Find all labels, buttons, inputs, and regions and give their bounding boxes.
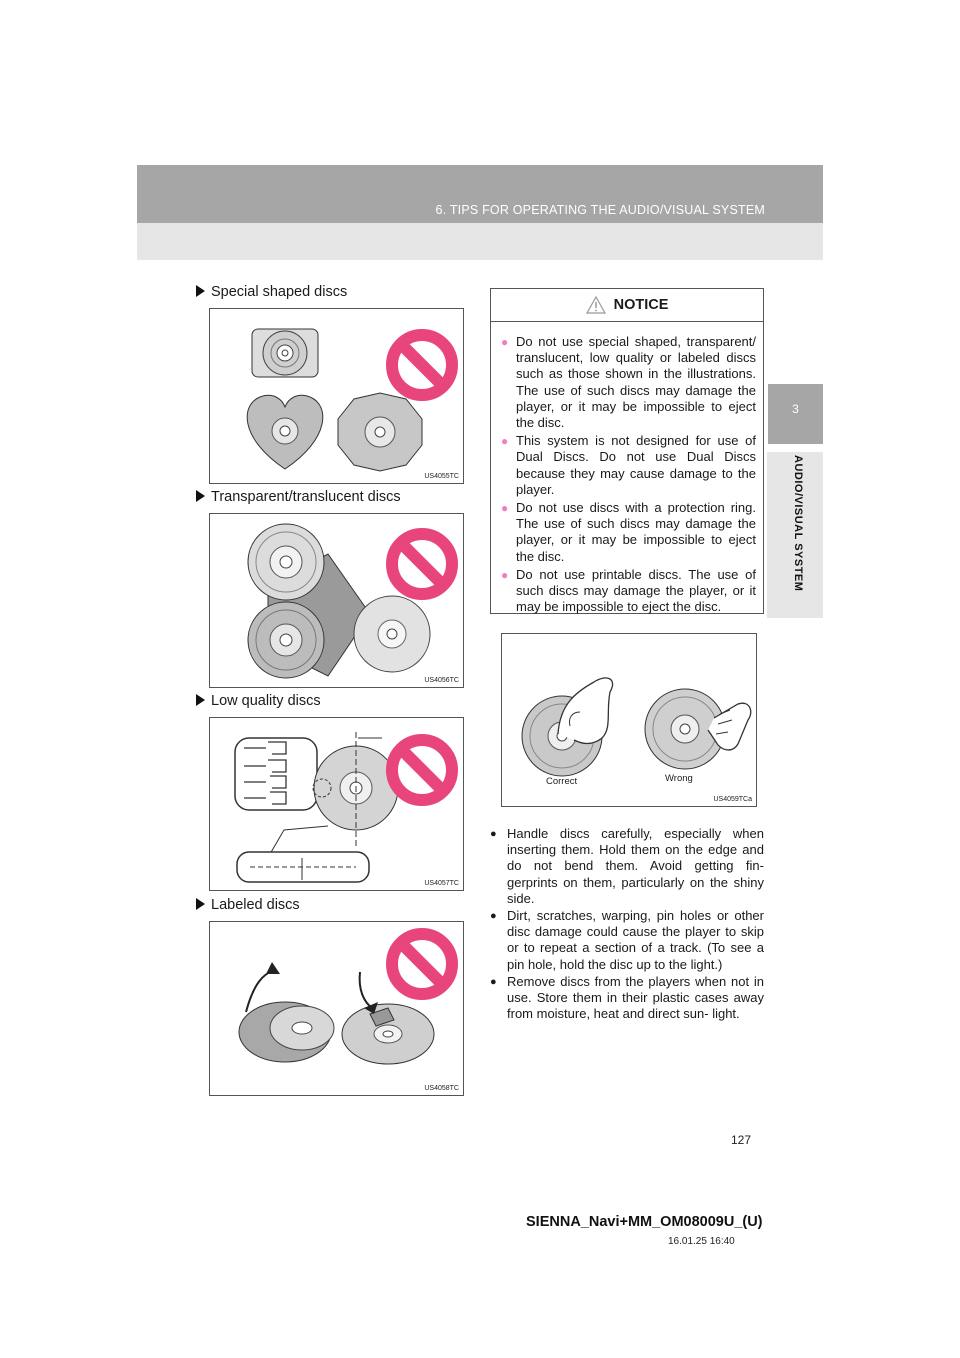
notice-title: NOTICE xyxy=(613,297,669,313)
section-heading-transparent: Transparent/translucent discs xyxy=(196,489,401,505)
section-heading-low-quality: Low quality discs xyxy=(196,693,321,709)
section-heading-special: Special shaped discs xyxy=(196,284,347,300)
correct-label: Correct xyxy=(546,776,578,787)
arrow-right-icon xyxy=(196,694,205,706)
arrow-right-icon xyxy=(196,490,205,502)
document-date: 16.01.25 16:40 xyxy=(668,1236,735,1247)
figure-special-shaped xyxy=(209,308,464,484)
notice-item: ● Do not use special shaped, transparent/ translucent, low quality or labeled discs such as those shown in the illustrations. The use of such discs may damage the player, or it may be impossible to eject the disc. xyxy=(504,334,756,431)
figure-code: US4057TC xyxy=(424,880,459,887)
figure-labeled xyxy=(209,921,464,1096)
wrong-label: Wrong xyxy=(665,773,693,784)
notice-list xyxy=(491,334,763,615)
notice-item: ● This system is not designed for use of Dual Discs. Do not use Dual Discs because they may cause damage to the player. xyxy=(504,433,756,498)
section-heading-labeled: Labeled discs xyxy=(196,897,300,913)
warning-icon xyxy=(586,296,606,314)
figure-transparent xyxy=(209,513,464,688)
figure-disc-handling xyxy=(501,633,757,807)
figure-code: US4055TC xyxy=(424,473,459,480)
notice-item: ● Do not use printable discs. The use of such discs may damage the player, or it may be impossible to eject the disc. xyxy=(504,567,756,616)
arrow-right-icon xyxy=(196,898,205,910)
document-id: SIENNA_Navi+MM_OM08009U_(U) xyxy=(526,1214,763,1230)
notice-box xyxy=(490,288,764,614)
tip-item: ● Remove discs from the players when not in use. Store them in their plastic cases away from moisture, heat and direct sun- light. xyxy=(490,974,764,1023)
figure-low-quality xyxy=(209,717,464,891)
chapter-tab-number: 3 xyxy=(768,384,823,444)
chapter-tab-label: AUDIO/VISUAL SYSTEM xyxy=(792,455,804,592)
figure-code: US4056TC xyxy=(424,677,459,684)
handling-tips xyxy=(490,826,764,1023)
arrow-right-icon xyxy=(196,285,205,297)
header-title: 6. TIPS FOR OPERATING THE AUDIO/VISUAL SYSTEM xyxy=(435,203,765,217)
tip-item: ● Handle discs carefully, especially when inserting them. Hold them on the edge and do not bend them. Avoid getting fin- gerprints on them, particularly on the shiny side. xyxy=(490,826,764,907)
figure-code: US4059TCa xyxy=(713,796,752,803)
tip-item: ● Dirt, scratches, warping, pin holes or other disc damage could cause the player to skip or to repeat a section of a track. (To see a pin hole, hold the disc up to the light.) xyxy=(490,908,764,973)
header-band xyxy=(137,165,823,223)
page-number: 127 xyxy=(731,1133,752,1147)
notice-header xyxy=(491,289,763,322)
header-subband xyxy=(137,223,823,260)
figure-code: US4058TC xyxy=(424,1085,459,1092)
notice-item: ● Do not use discs with a protection ring. The use of such discs may damage the player, or it may be impossible to eject the disc. xyxy=(504,500,756,565)
